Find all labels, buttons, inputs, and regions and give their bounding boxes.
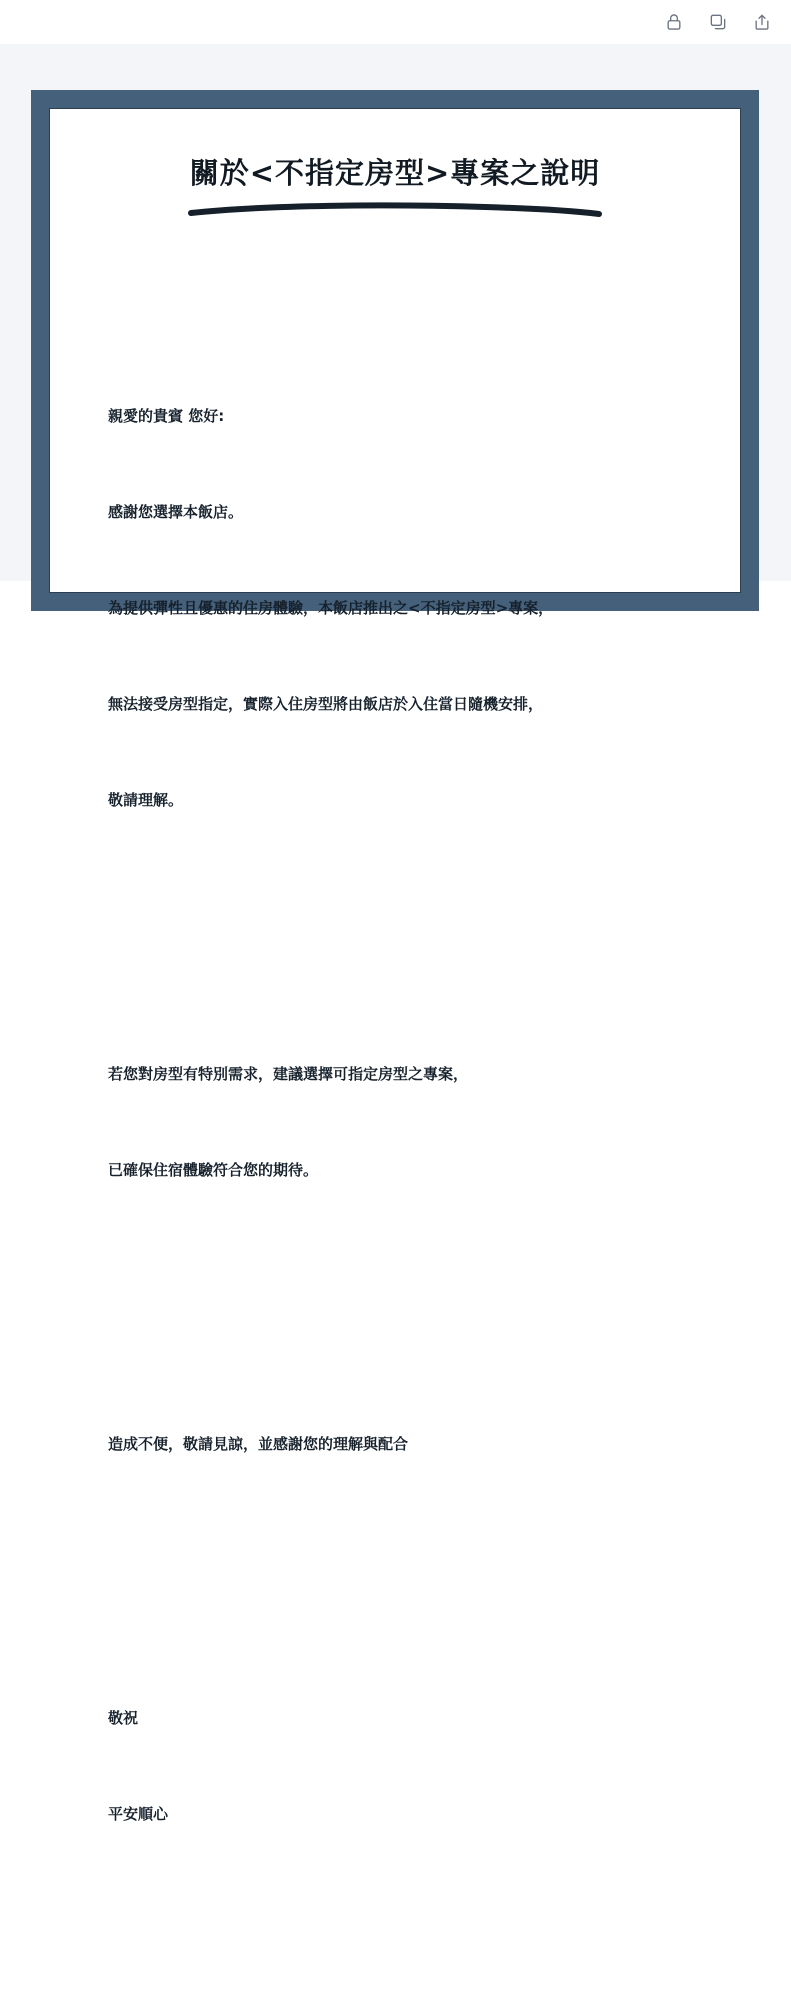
notice-line: 造成不便，敬請見諒，並感謝您的理解與配合	[108, 1435, 409, 1453]
notice-paragraph	[108, 336, 706, 880]
notice-line: 若您對房型有特別需求，建議選擇可指定房型之專案，	[108, 1065, 469, 1083]
notice-title: 關於<不指定房型>專案之說明	[189, 156, 601, 190]
share-icon[interactable]	[747, 7, 777, 37]
notice-line: 敬祝	[108, 1709, 139, 1727]
notice-line: 感謝您選擇本飯店。	[108, 503, 244, 521]
notice-paragraph	[108, 994, 706, 1250]
notice-line: 敬請理解。	[108, 791, 184, 809]
notice-line: 已確保住宿體驗符合您的期待。	[108, 1161, 319, 1179]
notice-line: 平安順心	[108, 1805, 169, 1823]
notice-line: 為提供彈性且優惠的住房體驗，本飯店推出之<不指定房型>專案，	[108, 599, 554, 617]
document-page-area	[0, 44, 791, 1823]
copy-icon[interactable]	[703, 7, 733, 37]
title-underline-decoration	[185, 202, 605, 220]
notice-body	[84, 240, 706, 2008]
notice-line: 親愛的貴賓 您好:	[108, 407, 225, 425]
notice-closing	[108, 1638, 706, 1894]
notice-line: 無法接受房型指定，實際入住房型將由飯店於入住當日隨機安排，	[108, 695, 544, 713]
notice-sheet	[49, 108, 741, 1823]
top-toolbar	[0, 0, 791, 44]
notice-card-frame	[31, 90, 759, 1823]
lock-icon[interactable]	[659, 7, 689, 37]
notice-paragraph	[108, 1364, 706, 1524]
